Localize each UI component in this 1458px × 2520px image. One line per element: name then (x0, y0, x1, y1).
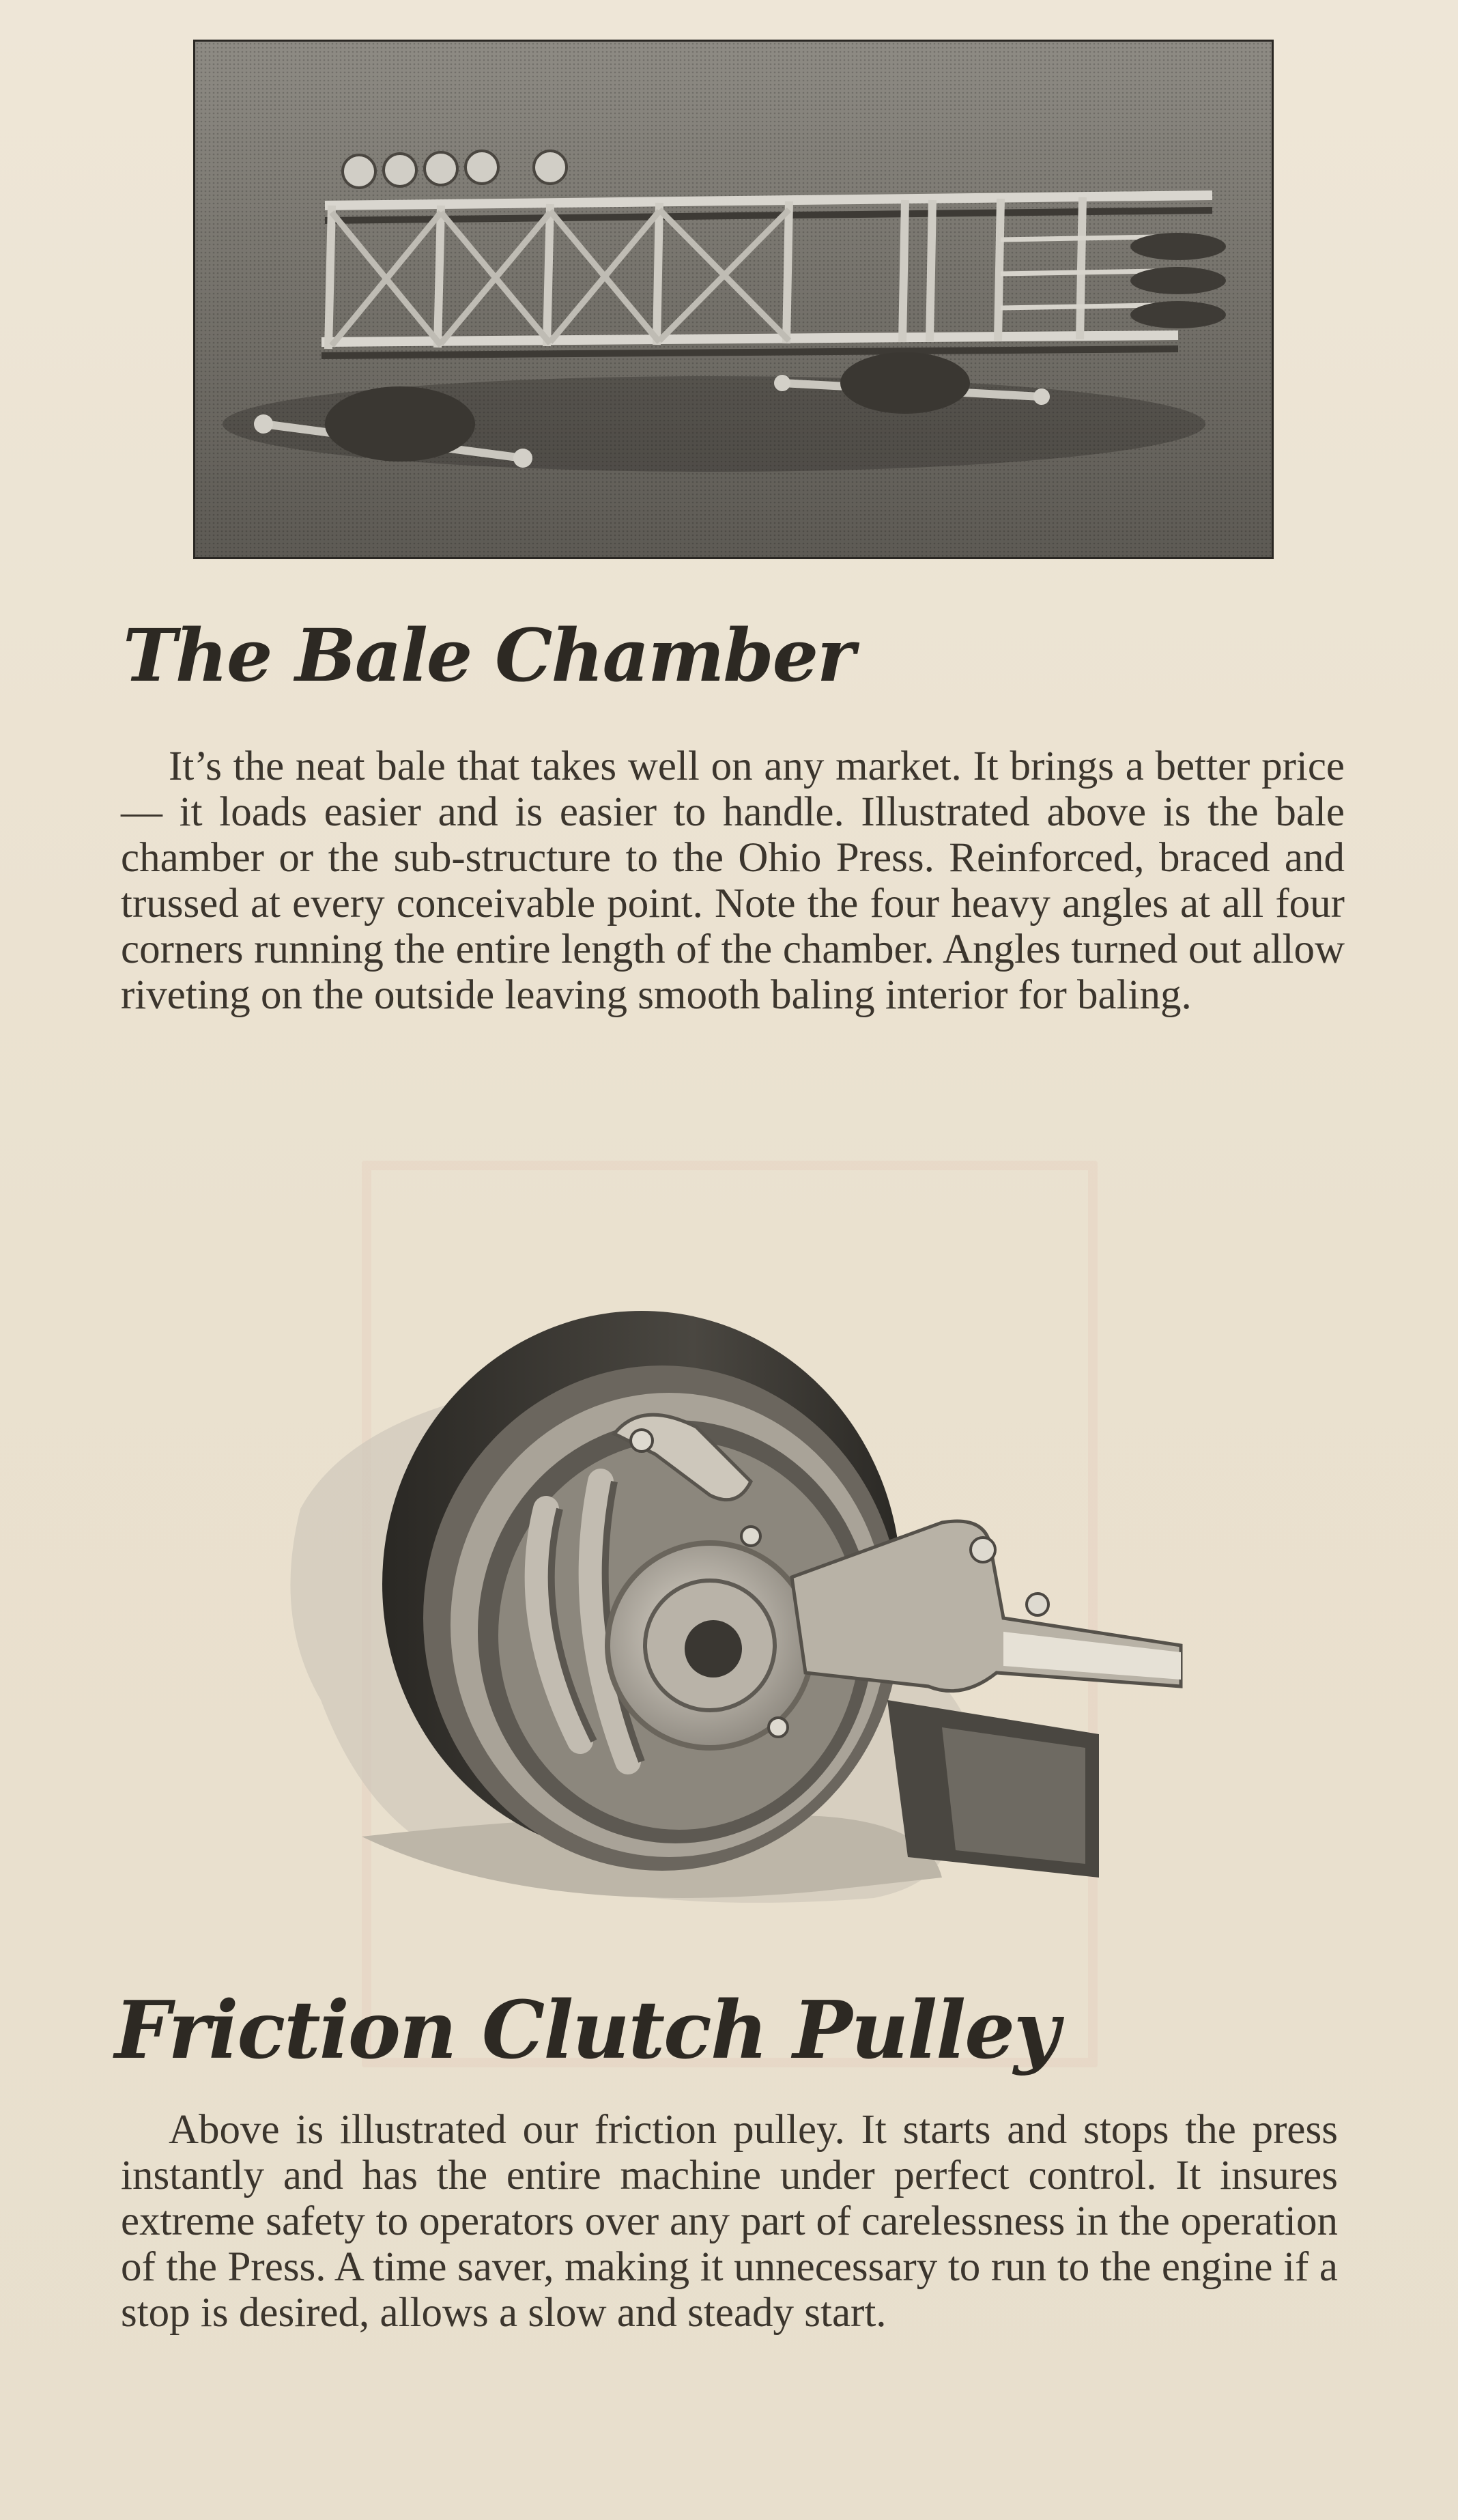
friction-clutch-pulley-photo (259, 1263, 1201, 1946)
bale-chamber-photo (193, 40, 1274, 559)
section-heading-friction-clutch-pulley: Friction Clutch Pulley (115, 1984, 1059, 2077)
section-text-bale-chamber: It’s the neat bale that takes well on any market. It brings a better price — it loads easier and is easier to handle. Illustrated above is the bale chamber or the sub-structure to the Ohio Press. Reinforced, braced and trussed at every conceivable point. Note the four heavy angles at all four corners running the entire length of the chamber. Angles turned out allow riveting on the outside leaving smooth baling interior for baling. (121, 744, 1345, 1018)
section-heading-bale-chamber: The Bale Chamber (123, 612, 854, 698)
section-text-friction-clutch-pulley: Above is illustrated our friction pulley. It starts and stops the press instantly and has the entire machine under perfect control. It insures extreme safety to operators over any part of carelessness in the operation of the Press. A time saver, making it unnecessary to run to the engine if a stop is desired, allows a slow and steady start. (121, 2107, 1338, 2336)
